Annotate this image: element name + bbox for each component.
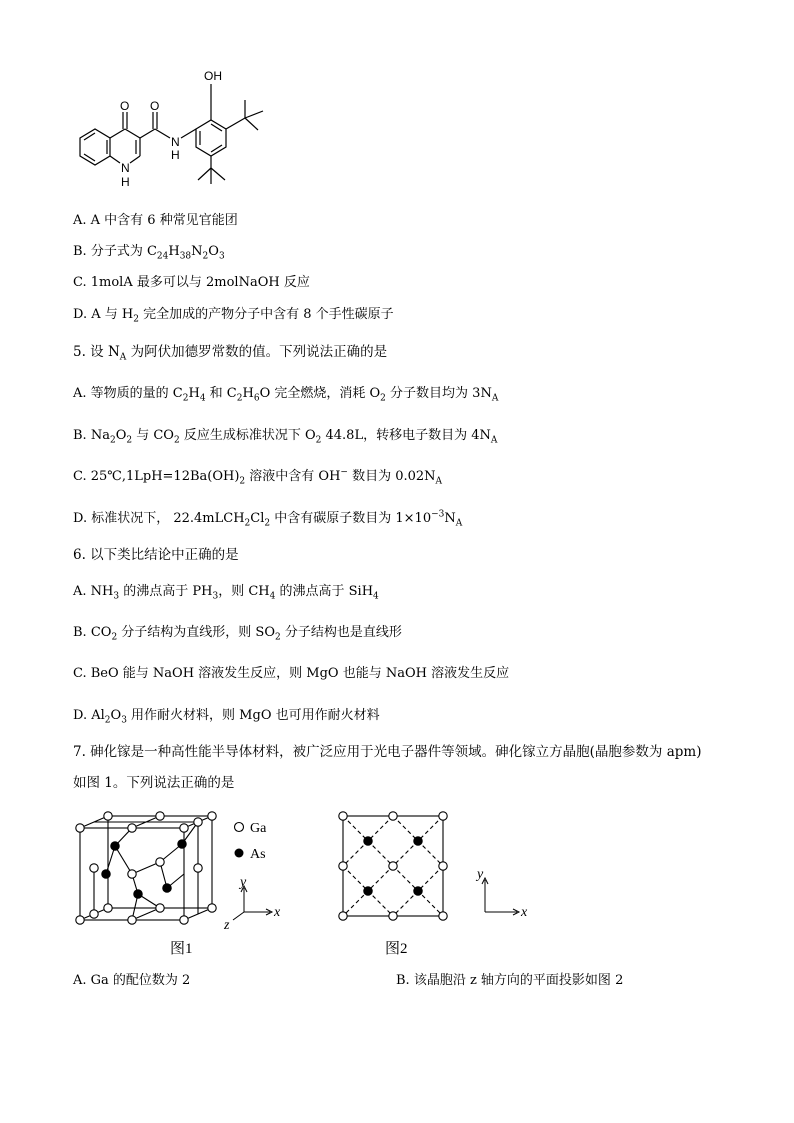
q6-option-c: C. BeO 能与 NaOH 溶液发生反应，则 MgO 也能与 NaOH 溶液发生反应 <box>73 666 510 681</box>
legend-ga-label: Ga <box>250 821 267 836</box>
ring-n-label: N <box>121 161 130 175</box>
q5-option-a: A. 等物质的量的 $C_2H_4$ 和 $C_2H_6O$ 完全燃烧，消耗 $O_2$ 分子数目均为 $3N_A$ <box>73 386 499 404</box>
figure-1-caption: 图1 <box>170 941 193 957</box>
ketone-o-label: O <box>120 99 130 113</box>
q4-option-c: C. 1molA 最多可以与 2molNaOH 反应 <box>73 275 310 290</box>
amide-o-label: O <box>150 99 160 113</box>
amide-h-label: H <box>171 148 180 162</box>
q5-option-c: C. $25℃,1LpH=12Ba(OH)_2$ 溶液中含有 OH− 数目为 $0.02N_A$ <box>73 467 443 487</box>
fig2-axis-x: x <box>521 905 528 920</box>
fig2-axis-y: y <box>477 867 484 882</box>
molecule-structure <box>70 68 280 198</box>
q6-stem: 6. 以下类比结论中正确的是 <box>73 547 239 563</box>
q5-option-d: D. 标准状况下， $22.4mLCH_2Cl_2$ 中含有碳原子数目为 $1\times 10^{-3}N_A$ <box>73 509 463 529</box>
q7-option-a: A. Ga 的配位数为 2 <box>73 973 191 988</box>
q6-option-a: A. $NH_3$ 的沸点高于 $PH_3$，则 $CH_4$ 的沸点高于 SiH$_4$ <box>73 584 379 602</box>
q7-option-b: B. 该晶胞沿 z 轴方向的平面投影如图 2 <box>396 973 624 988</box>
q4-option-a: A. A 中含有 6 种常见官能团 <box>73 213 238 228</box>
q5-option-b: B. $Na_2O_2$ 与 $CO_2$ 反应生成标准状况下 $O_2$ 44.8L，转移电子数目为 $4N_A$ <box>73 428 498 446</box>
figure-2-caption: 图2 <box>385 941 408 957</box>
fig1-axis-y: y <box>240 875 247 890</box>
q4-option-d: D. A 与 $H_2$ 完全加成的产物分子中含有 8 个手性碳原子 <box>73 307 394 325</box>
amide-n-label: N <box>171 135 180 149</box>
q5-stem: 5. 设 $N_A$ 为阿伏加德罗常数的值。下列说法正确的是 <box>73 344 388 363</box>
q7-stem-line1: 7. 砷化镓是一种高性能半导体材料，被广泛应用于光电子器件等领域。砷化镓立方晶胞(晶胞参数为 apm) <box>73 744 702 760</box>
fig1-axis-z: z <box>224 918 230 933</box>
legend-as-label: As <box>250 847 266 862</box>
oh-label: OH <box>204 69 222 83</box>
figure-2-projection <box>335 808 535 923</box>
q7-stem-line2: 如图 1。下列说法正确的是 <box>73 775 235 791</box>
fig1-axis-x: x <box>274 905 281 920</box>
q6-option-d: D. $Al_2O_3$ 用作耐火材料，则 MgO 也可用作耐火材料 <box>73 708 380 726</box>
q4-option-b: B. 分子式为 $C_{24}H_{38}N_2O_3$ <box>73 244 225 262</box>
ring-h-label: H <box>121 175 130 189</box>
figure-1-crystal-cell <box>70 808 290 933</box>
q6-option-b: B. $CO_2$ 分子结构为直线形，则 $SO_2$ 分子结构也是直线形 <box>73 625 402 643</box>
